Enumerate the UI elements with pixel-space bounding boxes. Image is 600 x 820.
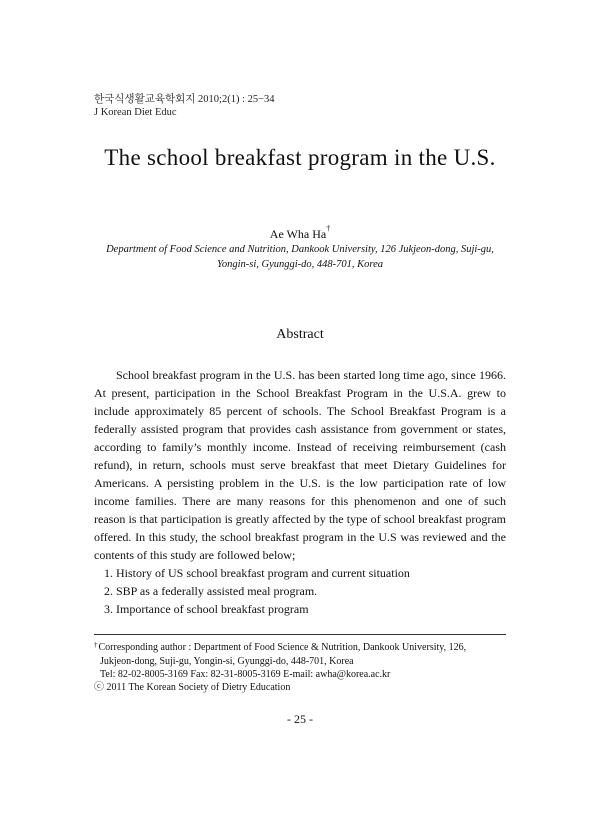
author-affiliation: Department of Food Science and Nutrition, Dankook University, 126 Jukjeon-dong, Suji-gu, Yongin-si, Gyunggi-do, 448-701, Korea (106, 244, 494, 270)
journal-citation (94, 93, 275, 119)
author-name: Ae Wha Ha (269, 227, 327, 241)
footnote-copyright: ⓒ 2011 The Korean Society of Dietry Education (94, 682, 291, 693)
footnote-address: Jukjeon-dong, Suji-gu, Yongin-si, Gyunggi-do, 448-701, Korea (100, 656, 354, 667)
footnote-dagger-mark: † (94, 641, 98, 649)
page-number: - 25 - (287, 712, 313, 726)
footnote (94, 641, 506, 694)
author-line (0, 226, 600, 242)
abstract-contents-list (104, 564, 410, 618)
abstract-body: School breakfast program in the U.S. has been started long time ago, since 1966. At present, participation in the School Breakfast Program in the U.S.A. grew to include approximately 85 percent of schools. The School Breakfast Program is a federally assisted program that provides cash assistance from government or states, according to family’s monthly income. Instead of receiving reimbursement (cash refund), in return, schools must serve breakfast that meet Dietary Guidelines for Americans. A persisting problem in the U.S. is the low participation rate of low income families. There are many reasons for this phenomenon and one of such reason is that participation is greatly affected by the type of school breakfast program offered. In this study, the school breakfast program in the U.S was reviewed and the contents of this study are followed below; (94, 368, 506, 562)
footnote-divider (94, 634, 506, 635)
abstract-heading: Abstract (276, 327, 324, 342)
list-item: 1. History of US school breakfast program and current situation (104, 566, 410, 580)
corresponding-author-mark: † (326, 224, 331, 233)
footnote-corresponding-author (94, 641, 506, 655)
list-item: 2. SBP as a federally assisted meal program. (104, 584, 318, 598)
list-item: 3. Importance of school breakfast program (104, 602, 309, 616)
footnote-contact: Tel: 82-02-8005-3169 Fax: 82-31-8005-3169 E-mail: awha@korea.ac.kr (100, 669, 391, 680)
paper-title: The school breakfast program in the U.S. (104, 145, 496, 170)
journal-citation-english: J Korean Diet Educ (94, 107, 177, 118)
footnote-line-1: Corresponding author : Department of Food Science & Nutrition, Dankook University, 126, (98, 642, 467, 653)
journal-citation-korean: 한국식생활교육학회지 2010;2(1) : 25−34 (94, 94, 275, 105)
